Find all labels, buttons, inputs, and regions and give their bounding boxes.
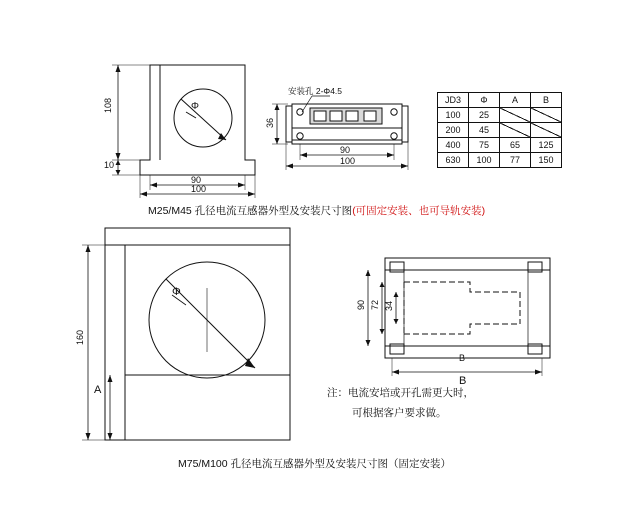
dim-label-108: 108 bbox=[103, 98, 113, 114]
table-cell: 400 bbox=[438, 138, 469, 153]
top-figure-caption bbox=[148, 203, 485, 218]
note-line-2: 可根据客户要求做。 bbox=[352, 407, 447, 419]
table-cell: 100 bbox=[438, 108, 469, 123]
note-line-1: 注：电流安培或开孔需更大时， bbox=[327, 387, 474, 399]
table-cell-empty bbox=[531, 123, 562, 138]
bottom-figure-caption: M75/M100 孔径电流互感器外型及安装尺寸图（固定安装） bbox=[178, 458, 452, 470]
mount-hole-note: 安装孔 2-Φ4.5 bbox=[288, 86, 343, 96]
table-cell: 100 bbox=[469, 153, 500, 168]
dim-label-100-top: 100 bbox=[191, 184, 207, 194]
table-header-cell: Φ bbox=[469, 93, 500, 108]
dim-label-36: 36 bbox=[265, 118, 275, 129]
table-header-cell: A bbox=[500, 93, 531, 108]
table-row bbox=[438, 138, 562, 153]
dim-label-B: B bbox=[459, 353, 466, 363]
jd3-table bbox=[437, 92, 562, 168]
table-cell-empty bbox=[500, 108, 531, 123]
table-row bbox=[438, 123, 562, 138]
table-cell: 630 bbox=[438, 153, 469, 168]
phi-symbol-top: Φ bbox=[191, 101, 199, 112]
dim-label-72: 72 bbox=[370, 300, 380, 311]
table-row bbox=[438, 153, 562, 168]
dim-label-90-top: 90 bbox=[191, 175, 202, 185]
table-cell: 45 bbox=[469, 123, 500, 138]
dim-label-90-bottom: 90 bbox=[356, 300, 366, 311]
dim-label-A: A bbox=[94, 384, 102, 396]
table-cell-empty bbox=[531, 108, 562, 123]
dim-label-34: 34 bbox=[384, 301, 394, 312]
table-cell: 125 bbox=[531, 138, 562, 153]
dim-label-10: 10 bbox=[104, 160, 115, 170]
top-caption-red-note: (可固定安装、也可导轨安装) bbox=[352, 205, 486, 217]
table-row bbox=[438, 108, 562, 123]
table-header-cell: B bbox=[531, 93, 562, 108]
dim-label-160: 160 bbox=[75, 330, 85, 346]
table-cell: 75 bbox=[469, 138, 500, 153]
top-caption-text: M25/M45 孔径电流互感器外型及安装尺寸图 bbox=[148, 205, 353, 217]
table-cell: 200 bbox=[438, 123, 469, 138]
dim-label-100-mid: 100 bbox=[340, 156, 356, 166]
phi-symbol-bottom: Φ bbox=[172, 286, 181, 298]
dim-label-90-mid: 90 bbox=[340, 145, 351, 155]
dim-label-B-bottom: B bbox=[459, 375, 467, 387]
table-cell: 150 bbox=[531, 153, 562, 168]
table-cell: 25 bbox=[469, 108, 500, 123]
table-header-row bbox=[438, 93, 562, 108]
table-header-cell: JD3 bbox=[438, 93, 469, 108]
table-cell: 65 bbox=[500, 138, 531, 153]
table-cell: 77 bbox=[500, 153, 531, 168]
table-cell-empty bbox=[500, 123, 531, 138]
